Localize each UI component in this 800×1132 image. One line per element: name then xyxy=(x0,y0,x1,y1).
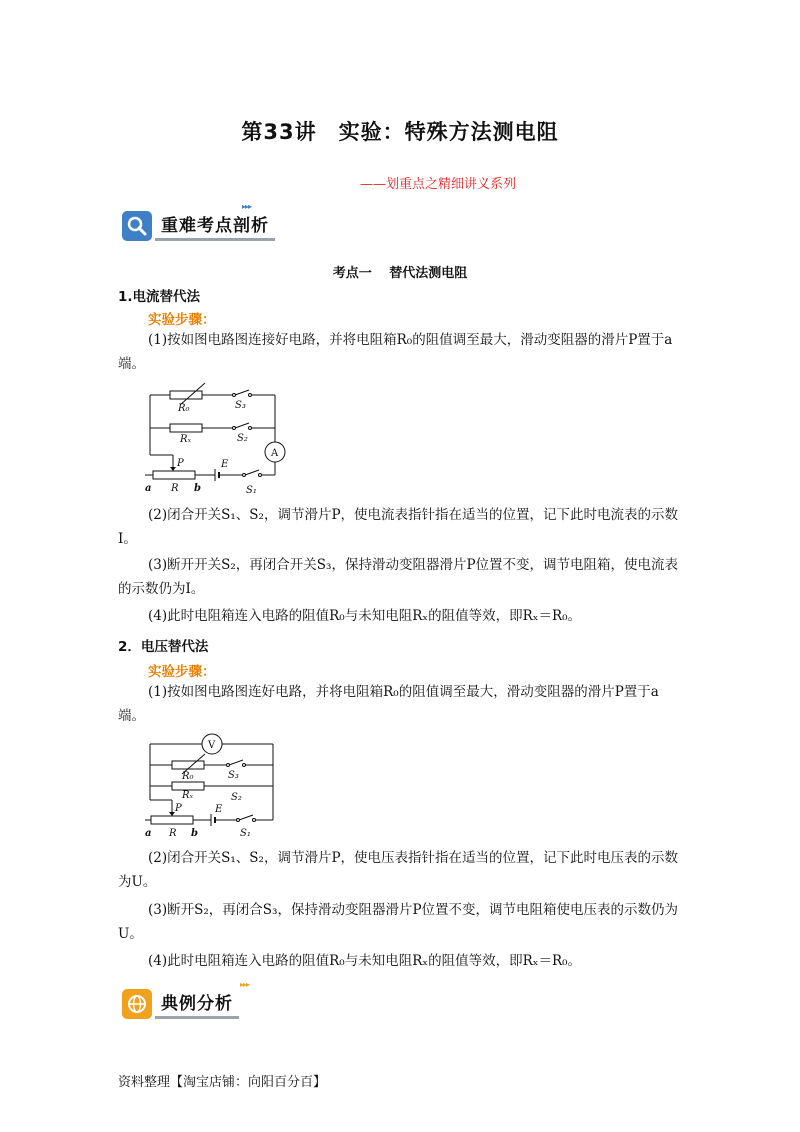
arrows-icon: ▸▸▸ xyxy=(242,202,252,211)
label-s2: S₂ xyxy=(237,433,248,444)
footer-text: 资料整理【淘宝店铺：向阳百分百】 xyxy=(118,1075,327,1090)
page-title: 第33讲 实验：特殊方法测电阻 xyxy=(241,120,559,144)
label-r0: R₀ xyxy=(182,771,194,782)
label-e: E xyxy=(221,459,229,470)
circuit-diagram-voltmeter xyxy=(145,732,280,840)
banner-key-points xyxy=(122,202,282,244)
label-rx: Rₓ xyxy=(180,434,192,445)
label-voltmeter: V xyxy=(208,740,216,751)
part2-step3: (3)断开S₂，再闭合S₃，保持滑动变阻器滑片P位置不变，调节电阻箱使电压表的示数仍为U。 xyxy=(118,902,679,942)
label-s1: S₁ xyxy=(246,485,257,496)
arrows-icon: ▸▸▸ xyxy=(240,980,250,989)
label-b: b xyxy=(194,483,201,494)
part2-step2: (2)闭合开关S₁、S₂，调节滑片P，使电压表指针指在适当的位置，记下此时电压表的示数为U。 xyxy=(118,850,679,890)
circuit-diagram-ammeter xyxy=(145,383,295,501)
label-b: b xyxy=(191,828,198,839)
banner-examples xyxy=(122,980,282,1022)
label-a: a xyxy=(145,828,152,839)
label-r0: R₀ xyxy=(178,403,190,414)
label-rx: Rₓ xyxy=(182,790,194,801)
section-title: 考点一 替代法测电阻 xyxy=(332,266,468,281)
globe-icon xyxy=(122,989,152,1019)
part1-step2: (2)闭合开关S₁、S₂，调节滑片P，使电流表指针指在适当的位置，记下此时电流表的示数I。 xyxy=(118,507,679,547)
banner-label: 重难考点剖析 xyxy=(155,214,275,241)
label-s3: S₃ xyxy=(235,400,246,411)
part2-heading: 2．电压替代法 xyxy=(118,639,209,655)
label-p: P xyxy=(177,458,184,469)
label-r: R xyxy=(171,483,179,494)
label-a: a xyxy=(145,483,152,494)
label-s2: S₂ xyxy=(231,792,242,803)
label-e: E xyxy=(215,804,223,815)
label-s3: S₃ xyxy=(228,770,239,781)
label-p: P xyxy=(175,803,182,814)
part2-steps-label: 实验步骤： xyxy=(148,664,216,680)
part1-steps-label: 实验步骤： xyxy=(148,312,216,328)
banner-label: 典例分析 xyxy=(155,992,239,1019)
part2-step1: (1)按如图电路图连好电路，并将电阻箱R₀的阻值调至最大，滑动变阻器的滑片P置于a端。 xyxy=(118,684,659,724)
page-subtitle: ——划重点之精细讲义系列 xyxy=(360,177,517,192)
part1-step4: (4)此时电阻箱连入电路的阻值R₀与未知电阻Rₓ的阻值等效，即Rₓ＝R₀。 xyxy=(148,608,582,624)
label-ammeter: A xyxy=(271,448,279,459)
search-icon xyxy=(122,211,152,241)
part1-step3: (3)断开开关S₂，再闭合开关S₃，保持滑动变阻器滑片P位置不变，调节电阻箱，使电流表的示数仍为I。 xyxy=(118,557,679,597)
part1-step1: (1)按如图电路图连接好电路，并将电阻箱R₀的阻值调至最大，滑动变阻器的滑片P置于a端。 xyxy=(118,332,673,372)
part2-step4: (4)此时电阻箱连入电路的阻值R₀与未知电阻Rₓ的阻值等效，即Rₓ＝R₀。 xyxy=(148,953,582,969)
label-s1: S₁ xyxy=(240,828,251,839)
part1-heading: 1.电流替代法 xyxy=(118,289,201,305)
label-r: R xyxy=(169,828,177,839)
